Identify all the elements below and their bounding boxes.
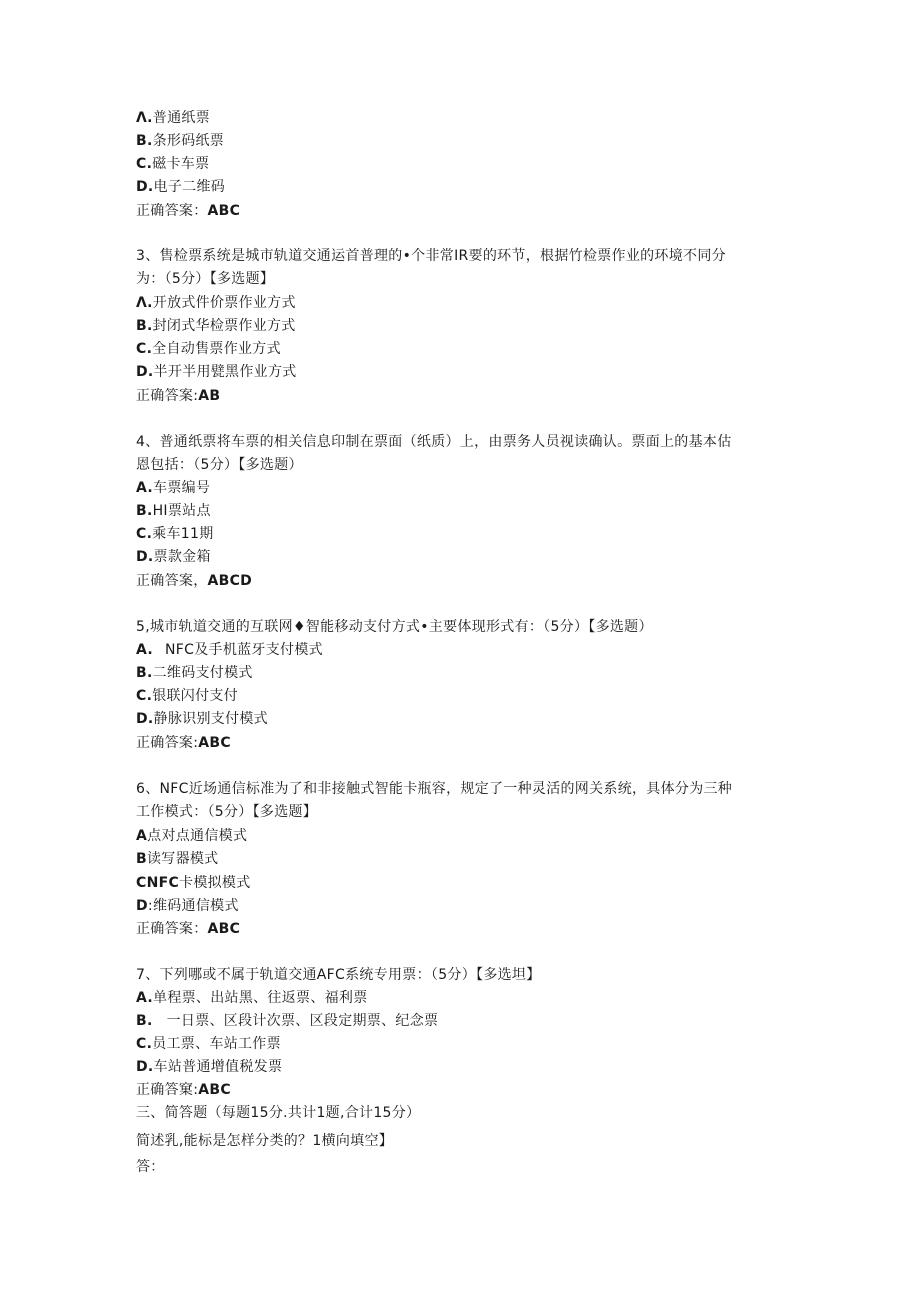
q6-option-b: [136, 849, 218, 869]
option-text: 票款金箱: [153, 549, 211, 565]
option-text: 半开半用甓黑作业方式: [153, 364, 297, 380]
option-text: 一日票、区段计次票、区段定期票、纪念票: [166, 1013, 439, 1029]
option-text: 车站普通增值税发票: [153, 1059, 283, 1075]
section3-title: 三、简答题（每题15分.共计1题,合计15分）: [136, 1105, 421, 1121]
option-letter: A: [136, 828, 148, 844]
answer-label: 正确答案：: [136, 921, 208, 937]
section3-answer-label: 答：: [136, 1159, 165, 1175]
option-letter: D.: [136, 711, 154, 727]
q4-stem-line2: 恩包括：（5分）【多选题）: [136, 457, 303, 473]
q2-answer: [136, 201, 240, 221]
option-text: NFC及手机蓝牙支付模式: [165, 642, 323, 658]
option-letter: A.: [136, 990, 154, 1006]
option-letter: B.: [136, 665, 153, 681]
q4-option-a: [136, 478, 210, 498]
option-text: HI票站点: [152, 503, 211, 519]
q7-answer: [136, 1080, 231, 1100]
option-letter: C.: [136, 688, 153, 704]
option-text: 员工票、车站工作票: [152, 1036, 281, 1052]
option-letter: A.: [136, 642, 154, 658]
answer-value: ABC: [207, 921, 241, 937]
q5-option-a: [136, 640, 323, 660]
q7-stem-line1: 7、下列哪或不属于轨道交通AFC系统专用票：（5分）【多选坦】: [136, 967, 541, 983]
q2-option-a: [136, 108, 210, 128]
q3-answer: [136, 386, 220, 406]
q3-option-c: [136, 339, 281, 359]
option-letter: C.: [136, 341, 153, 357]
q3-option-a: [136, 293, 296, 313]
q3-option-b: [136, 316, 296, 336]
q7-option-a: [136, 988, 368, 1008]
option-text: 点对点通信模式: [147, 828, 248, 844]
option-text: 二维码支付模式: [152, 665, 253, 681]
option-letter: C.: [136, 1036, 153, 1052]
answer-value: AB: [198, 388, 221, 404]
option-text: 磁卡车票: [152, 156, 210, 172]
answer-label: 正确答案:: [136, 388, 199, 404]
answer-value: ABC: [207, 203, 241, 219]
q5-option-d: [136, 709, 268, 729]
q4-answer: [136, 571, 252, 591]
option-text: 卡模拟模式: [179, 875, 251, 891]
option-text: 全自动售票作业方式: [152, 341, 281, 357]
q5-option-b: [136, 663, 253, 683]
option-letter: D.: [136, 364, 154, 380]
q6-stem-line1: 6、NFC近场通信标准为了和非接触式智能卡瓶容，规定了一种灵活的网关系统，具体分为三种: [136, 781, 733, 797]
option-letter: C.: [136, 526, 153, 542]
option-letter: B.: [136, 503, 153, 519]
q2-option-b: [136, 131, 224, 151]
option-letter: D.: [136, 549, 154, 565]
q7-option-b: [136, 1011, 438, 1031]
q7-option-c: [136, 1034, 281, 1054]
q6-option-d: [136, 896, 239, 916]
option-text: 静脉识别支付模式: [153, 711, 268, 727]
option-text: :维码通信模式: [147, 898, 239, 914]
option-letter: B.: [136, 1013, 153, 1029]
answer-label: 正确答案，: [136, 573, 208, 589]
option-letter: Λ.: [136, 110, 153, 126]
option-letter: D.: [136, 179, 154, 195]
q3-stem-line1: 3、售检票系统是城市轨道交通运首普理的•个非常IR要的环节，根据竹检票作业的环境不同分: [136, 248, 726, 264]
option-text: 普通纸票: [152, 110, 210, 126]
option-letter: B.: [136, 318, 153, 334]
option-text: 单程票、出站黑、往返票、福利票: [153, 990, 368, 1006]
answer-value: ABCD: [207, 573, 253, 589]
option-letter: B: [136, 851, 147, 867]
option-letter: D: [136, 898, 148, 914]
option-text: 银联闪付支付: [152, 688, 239, 704]
q7-option-d: [136, 1057, 282, 1077]
q3-option-d: [136, 362, 297, 382]
q5-stem-line1: 5,城市轨道交通的互联网♦智能移动支付方式•主要体现形式有：（5分）【多选题）: [136, 619, 653, 635]
answer-value: ABC: [198, 735, 231, 751]
q6-stem-line2: 工作模式：（5分）【多选题】: [136, 804, 318, 820]
q4-option-b: [136, 501, 211, 521]
option-letter: CNFC: [136, 875, 180, 891]
q2-option-d: [136, 177, 225, 197]
option-letter: D.: [136, 1059, 154, 1075]
q6-option-c: [136, 873, 251, 893]
q2-option-c: [136, 154, 209, 174]
option-letter: B.: [136, 133, 153, 149]
option-letter: C.: [136, 156, 153, 172]
answer-label: 正确答案：: [136, 203, 208, 219]
option-text: 电子二维码: [153, 179, 226, 195]
option-text: 开放式件价票作业方式: [152, 295, 296, 311]
q5-option-c: [136, 686, 238, 706]
section3-question: 简述乳,能标是怎样分类的？1横向填空】: [136, 1133, 394, 1149]
q6-answer: [136, 919, 240, 939]
option-letter: A.: [136, 480, 154, 496]
option-text: 封闭式华检票作业方式: [152, 318, 296, 334]
option-letter: Λ.: [136, 295, 153, 311]
q4-option-d: [136, 547, 211, 567]
q4-stem-line1: 4、普通纸票将车票的相关信息印制在票面（纸质）上，由票务人员视读确认。票面上的基本估: [136, 434, 732, 450]
q3-stem-line2: 为：（5分）【多选题】: [136, 271, 275, 287]
option-text: 乘车11期: [152, 526, 214, 542]
answer-value: ABC: [198, 1082, 231, 1098]
q6-option-a: [136, 826, 247, 846]
q4-option-c: [136, 524, 214, 544]
option-text: 条形码纸票: [152, 133, 225, 149]
answer-label: 正确答案:: [136, 735, 199, 751]
q5-answer: [136, 733, 231, 753]
option-text: 车票编号: [153, 480, 211, 496]
answer-label: 正确答窠:: [136, 1082, 199, 1098]
option-text: 读写器模式: [146, 851, 219, 867]
